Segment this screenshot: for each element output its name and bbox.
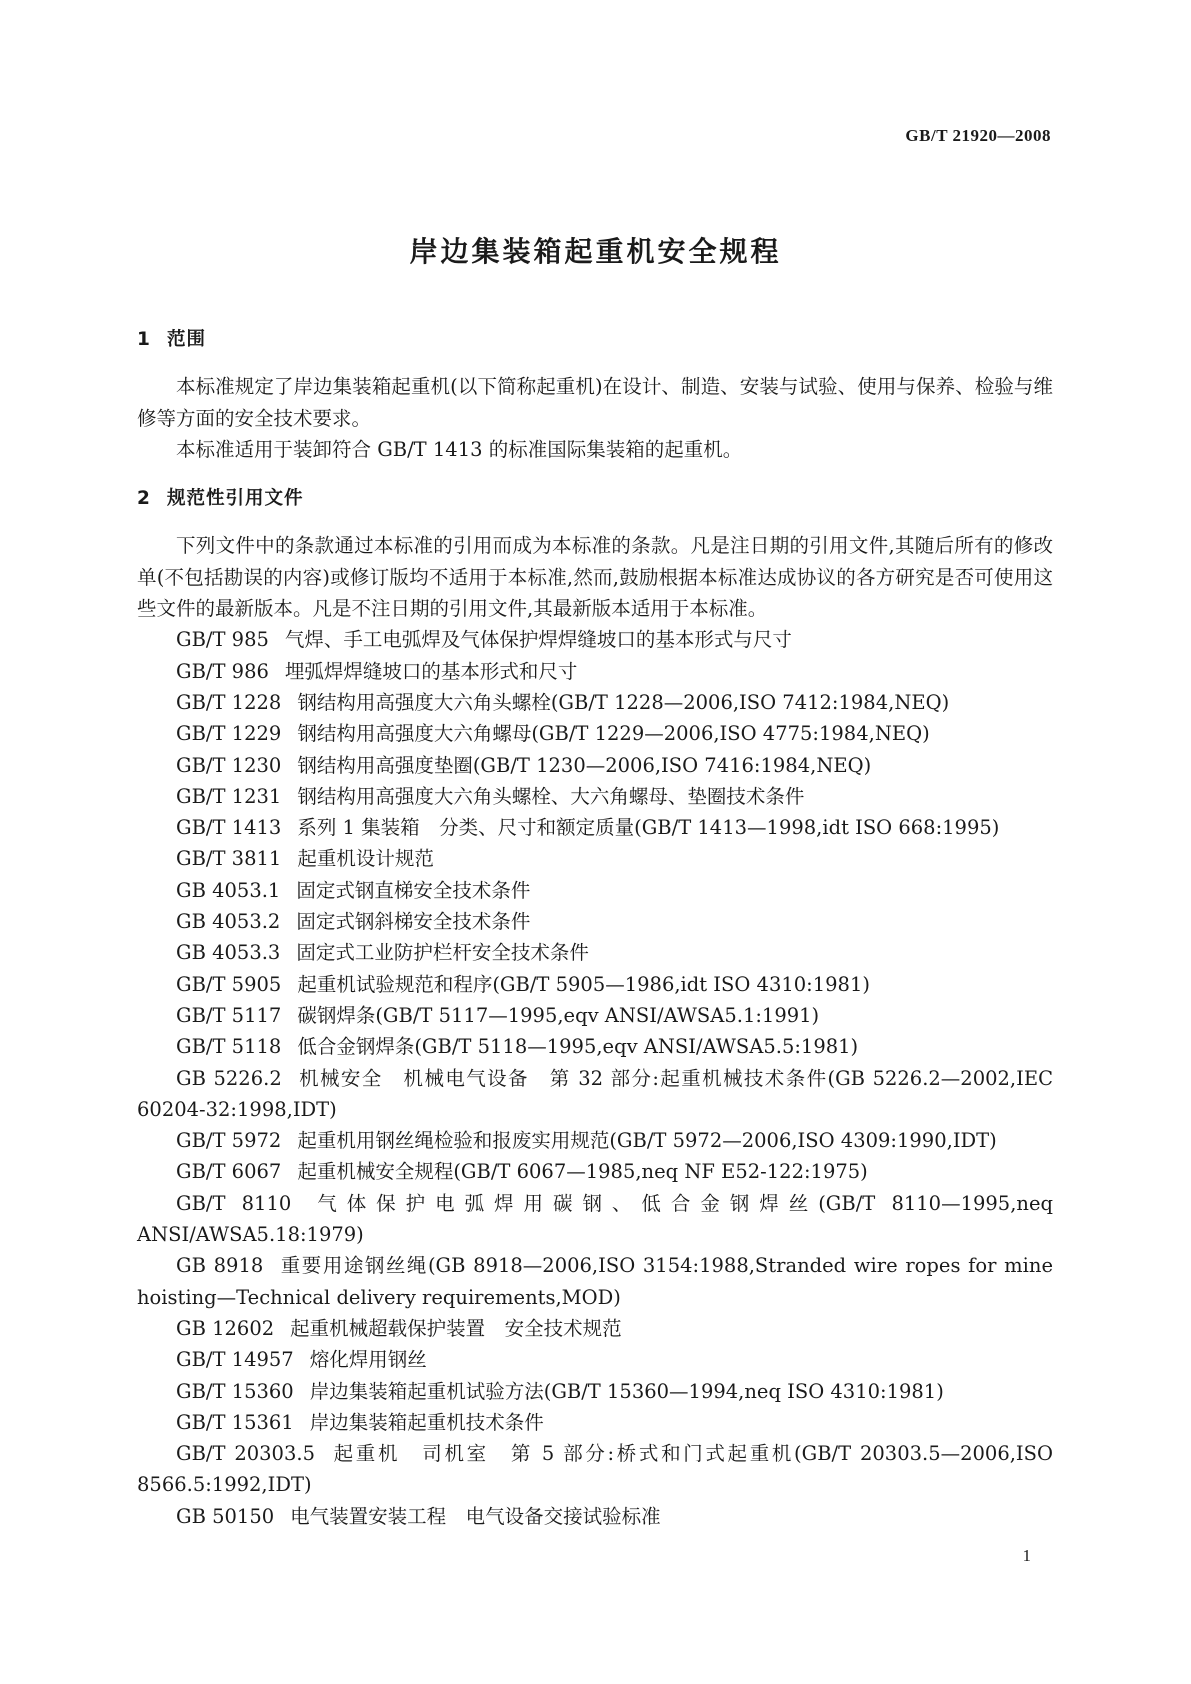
reference-title: 固定式工业防护栏杆安全技术条件 [296, 941, 589, 965]
reference-item [137, 1438, 1053, 1501]
reference-item [137, 969, 1053, 1000]
scope-paragraph: 本标准规定了岸边集装箱起重机(以下简称起重机)在设计、制造、安装与试验、使用与保养、检验与维修等方面的安全技术要求。 [137, 375, 1053, 430]
reference-title: 起重机械安全规程(GB/T 6067—1985,neq NF E52-122:1975) [297, 1160, 868, 1184]
reference-code: GB/T 15361 [176, 1410, 294, 1434]
reference-title: 气焊、手工电弧焊及气体保护焊焊缝坡口的基本形式与尺寸 [284, 628, 792, 652]
reference-title: 低合金钢焊条(GB/T 5118—1995,eqv ANSI/AWSA5.5:1981) [297, 1035, 859, 1059]
reference-item [137, 656, 1053, 687]
reference-title: 起重机 司机室 第 5 部分:桥式和门式起重机(GB/T 20303.5—2006,ISO 8566.5:1992,IDT) [137, 1442, 1053, 1497]
reference-title: 碳钢焊条(GB/T 5117—1995,eqv ANSI/AWSA5.1:1991) [297, 1003, 820, 1027]
reference-title: 起重机用钢丝绳检验和报废实用规范(GB/T 5972—2006,ISO 4309:1990,IDT) [297, 1129, 997, 1153]
reference-item [137, 812, 1053, 843]
reference-code: GB 50150 [176, 1504, 275, 1528]
reference-title: 岸边集装箱起重机试验方法(GB/T 15360—1994,neq ISO 4310:1981) [309, 1379, 944, 1403]
reference-title: 起重机械超载保护装置 安全技术规范 [290, 1316, 622, 1340]
reference-title: 气体保护电弧焊用碳钢、低合金钢焊丝(GB/T 8110—1995,neq ANSI/AWSA5.18:1979) [137, 1191, 1053, 1247]
reference-title: 钢结构用高强度大六角螺母(GB/T 1229—2006,ISO 4775:1984,NEQ) [297, 722, 930, 746]
reference-code: GB 4053.1 [176, 878, 281, 902]
reference-item [137, 1407, 1053, 1438]
reference-code: GB/T 986 [176, 659, 269, 683]
reference-code: GB/T 20303.5 [176, 1442, 315, 1466]
reference-title: 岸边集装箱起重机技术条件 [309, 1410, 544, 1434]
standard-code: GB/T 21920—2008 [905, 126, 1051, 145]
reference-item [137, 781, 1053, 812]
reference-item [137, 1250, 1053, 1313]
reference-code: GB 12602 [176, 1316, 275, 1340]
reference-item [137, 687, 1053, 718]
reference-item [137, 1156, 1053, 1187]
reference-code: GB/T 6067 [176, 1160, 282, 1184]
reference-code: GB/T 5905 [176, 972, 282, 996]
reference-code: GB/T 5117 [176, 1003, 282, 1027]
section-1-heading [137, 324, 1053, 355]
reference-item [137, 906, 1053, 937]
scope-paragraph: 本标准适用于装卸符合 GB/T 1413 的标准国际集装箱的起重机。 [176, 437, 743, 461]
reference-title: 熔化焊用钢丝 [309, 1348, 427, 1372]
reference-code: GB/T 1413 [176, 816, 282, 840]
reference-title: 系列 1 集装箱 分类、尺寸和额定质量(GB/T 1413—1998,idt ISO 668:1995) [297, 816, 1000, 840]
reference-code: GB/T 1229 [176, 722, 282, 746]
reference-title: 重要用途钢丝绳(GB 8918—2006,ISO 3154:1988,Stranded wire ropes for mine hoisting—Technical delivery requirements,MOD) [137, 1254, 1054, 1309]
reference-title: 钢结构用高强度大六角头螺栓(GB/T 1228—2006,ISO 7412:1984,NEQ) [297, 690, 950, 714]
reference-item [137, 750, 1053, 781]
reference-code: GB/T 3811 [176, 847, 282, 871]
reference-code: GB/T 1231 [176, 784, 282, 808]
reference-title: 起重机试验规范和程序(GB/T 5905—1986,idt ISO 4310:1981) [297, 972, 870, 996]
reference-title: 固定式钢斜梯安全技术条件 [296, 910, 531, 934]
reference-title: 钢结构用高强度垫圈(GB/T 1230—2006,ISO 7416:1984,NEQ) [297, 753, 872, 777]
reference-code: GB/T 15360 [176, 1379, 294, 1403]
reference-code: GB/T 5972 [176, 1129, 282, 1153]
reference-title: 电气装置安装工程 电气设备交接试验标准 [290, 1504, 661, 1528]
reference-code: GB/T 1228 [176, 690, 282, 714]
page-number: 1 [1022, 1546, 1031, 1565]
reference-list [137, 624, 1053, 1532]
reference-code: GB/T 985 [176, 628, 269, 652]
reference-item [137, 1125, 1053, 1156]
reference-item [137, 1501, 1053, 1532]
reference-item [137, 1313, 1053, 1344]
reference-item [137, 1344, 1053, 1375]
reference-code: GB 8918 [176, 1254, 264, 1278]
reference-item [137, 1031, 1053, 1062]
section-title: 范围 [167, 329, 207, 350]
document-body [137, 324, 1053, 1532]
reference-code: GB 4053.2 [176, 910, 281, 934]
reference-item [137, 624, 1053, 655]
reference-code: GB 4053.3 [176, 941, 281, 965]
reference-title: 埋弧焊焊缝坡口的基本形式和尺寸 [284, 659, 578, 683]
reference-item [137, 1063, 1053, 1126]
reference-code: GB/T 5118 [176, 1035, 282, 1059]
reference-item [137, 937, 1053, 968]
reference-item [137, 1000, 1053, 1031]
section-title: 规范性引用文件 [167, 488, 304, 510]
reference-title: 固定式钢直梯安全技术条件 [296, 878, 531, 902]
reference-title: 起重机设计规范 [297, 847, 434, 871]
reference-code: GB 5226.2 [176, 1066, 282, 1090]
reference-item [137, 1376, 1053, 1407]
reference-item [137, 1188, 1053, 1251]
reference-code: GB/T 1230 [176, 753, 282, 777]
document-title: 岸边集装箱起重机安全规程 [409, 235, 782, 268]
reference-item [137, 718, 1053, 749]
normative-intro-paragraph: 下列文件中的条款通过本标准的引用而成为本标准的条款。凡是注日期的引用文件,其随后所有的修改单(不包括勘误的内容)或修订版均不适用于本标准,然而,鼓励根据本标准达成协议的各方研究是否可使用这些文件的最新版本。凡是不注日期的引用文件,其最新版本适用于本标准。 [137, 534, 1053, 621]
section-number: 1 [137, 329, 151, 350]
section-2-heading [137, 483, 1053, 514]
reference-code: GB/T 8110 [176, 1191, 292, 1215]
reference-code: GB/T 14957 [176, 1348, 294, 1372]
reference-title: 钢结构用高强度大六角头螺栓、大六角螺母、垫圈技术条件 [297, 784, 805, 808]
reference-item [137, 843, 1053, 874]
reference-title: 机械安全 机械电气设备 第 32 部分:起重机械技术条件(GB 5226.2—2002,IEC 60204-32:1998,IDT) [137, 1066, 1053, 1121]
section-number: 2 [137, 488, 151, 510]
reference-item [137, 875, 1053, 906]
